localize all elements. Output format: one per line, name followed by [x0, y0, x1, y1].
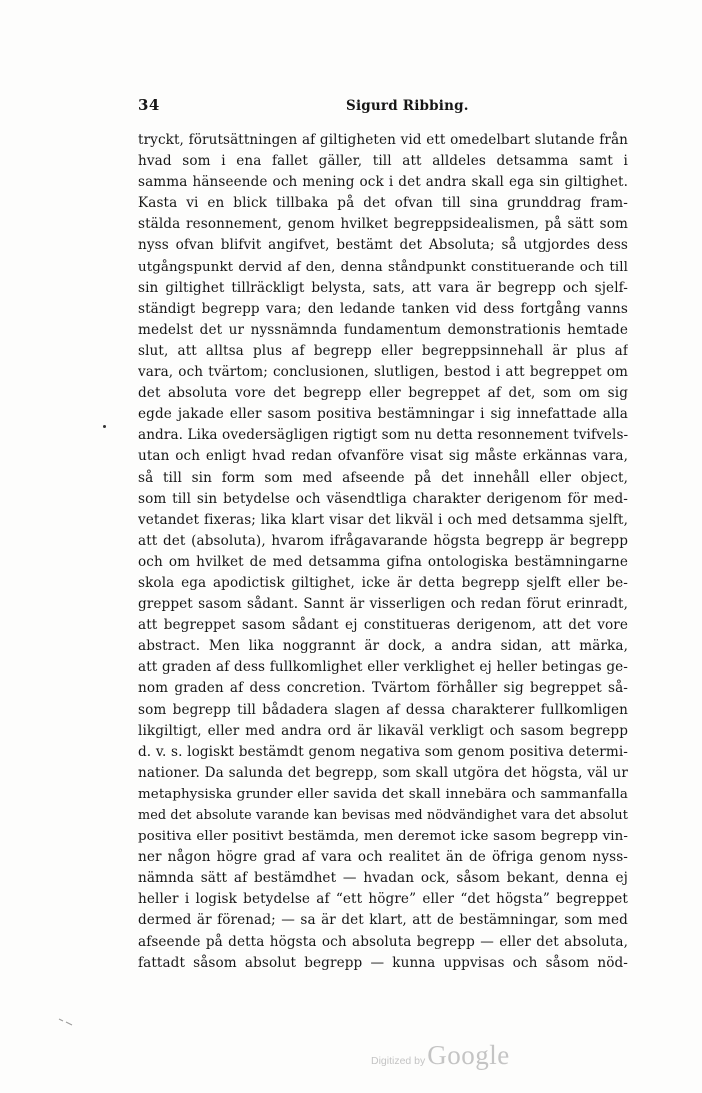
text-line: nom graden af dess concretion. Tvärtom förhåller sig begreppet så- — [138, 680, 628, 697]
text-line: slut, att alltsa plus af begrepp eller begreppsinnehall är plus af — [138, 342, 628, 359]
google-logo: Google — [427, 1040, 510, 1070]
body-text — [138, 130, 628, 974]
text-line: hvad som i ena fallet gäller, till att alldeles detsamma samt i — [138, 153, 628, 170]
text-line: andra. Lika ovedersägligen rigtigt som nu detta resonnement tvifvels- — [138, 427, 628, 444]
text-line: dermed är förenad; — sa är det klart, att de bestämningar, som med — [138, 912, 628, 929]
text-line: ner någon högre grad af vara och realitet än de öfriga genom nyss- — [138, 849, 628, 866]
text-line: medelst det ur nyssnämnda fundamentum demonstrationis hemtade — [138, 321, 628, 338]
text-line: greppet sasom sådant. Sannt är visserligen och redan förut erinradt, — [138, 596, 628, 613]
text-line: ständigt begrepp vara; den ledande tanken vid dess fortgång vanns — [138, 300, 628, 317]
digitized-by-google-watermark — [371, 1040, 510, 1074]
text-line: att begreppet sasom sådant ej constitueras derigenom, att det vore — [138, 617, 628, 634]
text-line: fattadt såsom absolut begrepp — kunna uppvisas och såsom nöd- — [138, 954, 628, 971]
text-line: metaphysiska grunder eller savida det skall innebära och sammanfalla — [138, 786, 628, 802]
text-line: så till sin form som med afseende på det innehåll eller object, — [138, 469, 628, 486]
text-line: nyss ofvan blifvit angifvet, bestämt det Absoluta; så utgjordes dess — [138, 237, 628, 254]
text-line: abstract. Men lika noggrannt är dock, a andra sidan, att märka, — [138, 638, 628, 655]
text-line: Kasta vi en blick tillbaka på det ofvan till sina grunddrag fram- — [138, 195, 628, 212]
text-line: och om hvilket de med detsamma gifna ontologiska bestämningarne — [138, 553, 628, 570]
text-line: skola ega apodictisk giltighet, icke är detta begrepp sjelft eller be- — [138, 574, 628, 591]
text-line: afseende på detta högsta och absoluta begrepp — eller det absoluta, — [138, 933, 628, 950]
text-line: positiva eller positivt bestämda, men deremot icke sasom begrepp vin- — [138, 829, 628, 845]
text-line: vetandet fixeras; lika klart visar det likväl i och med detsamma sjelft, — [138, 511, 628, 528]
text-line: d. v. s. logiskt bestämdt genom negativa som genom positiva determi- — [138, 743, 628, 760]
page-number: 34 — [138, 96, 160, 114]
text-line: utan och enligt hvad redan ofvanföre visat sig måste erkännas vara, — [138, 448, 628, 465]
margin-dot — [103, 425, 106, 428]
text-line: som till sin betydelse och väsendtliga charakter derigenom för med- — [138, 490, 628, 507]
digitized-by-label: Digitized by — [371, 1055, 426, 1067]
text-line: sin giltighet tillräckligt belysta, sats, att vara är begrepp och sjelf- — [138, 279, 628, 296]
text-line: stälda resonnement, genom hvilket begreppsidealismen, på sätt som — [138, 216, 628, 233]
text-line: som begrepp till bådadera slagen af dessa charakterer fullkomligen — [138, 701, 628, 718]
text-line: egde jakade eller sasom positiva bestämningar i sig innefattade alla — [138, 406, 628, 423]
text-line: nämnda sätt af bestämdhet — hvadan ock, såsom bekant, denna ej — [138, 870, 628, 887]
text-line: samma hänseende och mening ock i det andra skall ega sin giltighet. — [138, 174, 628, 191]
text-line: att graden af dess fullkomlighet eller verklighet ej heller betingas ge- — [138, 659, 628, 676]
text-line: likgiltigt, eller med andra ord är likaväl verkligt och sasom begrepp — [138, 722, 628, 739]
running-head: Sigurd Ribbing. — [346, 98, 469, 114]
text-line: tryckt, förutsättningen af giltigheten vid ett omedelbart slutande från — [138, 132, 628, 148]
text-line: det absoluta vore det begrepp eller begreppet af det, som om sig — [138, 385, 628, 402]
text-line: vara, och tvärtom; conclusionen, slutligen, bestod i att begreppet om — [138, 364, 628, 381]
text-line: nationer. Da salunda det begrepp, som skall utgöra det högsta, väl ur — [138, 764, 628, 781]
text-line: med det absolute varande kan bevisas med nödvändighet vara det absolut — [138, 808, 628, 823]
text-line: att det (absoluta), hvarom ifrågavarande högsta begrepp är begrepp — [138, 532, 628, 549]
scan-mark — [58, 1018, 74, 1026]
text-line: utgångspunkt dervid af den, denna ståndpunkt constituerande och till — [138, 259, 628, 275]
page-header — [138, 96, 628, 120]
text-line: heller i logisk betydelse af “ett högre” eller “det högsta” begreppet — [138, 891, 628, 908]
